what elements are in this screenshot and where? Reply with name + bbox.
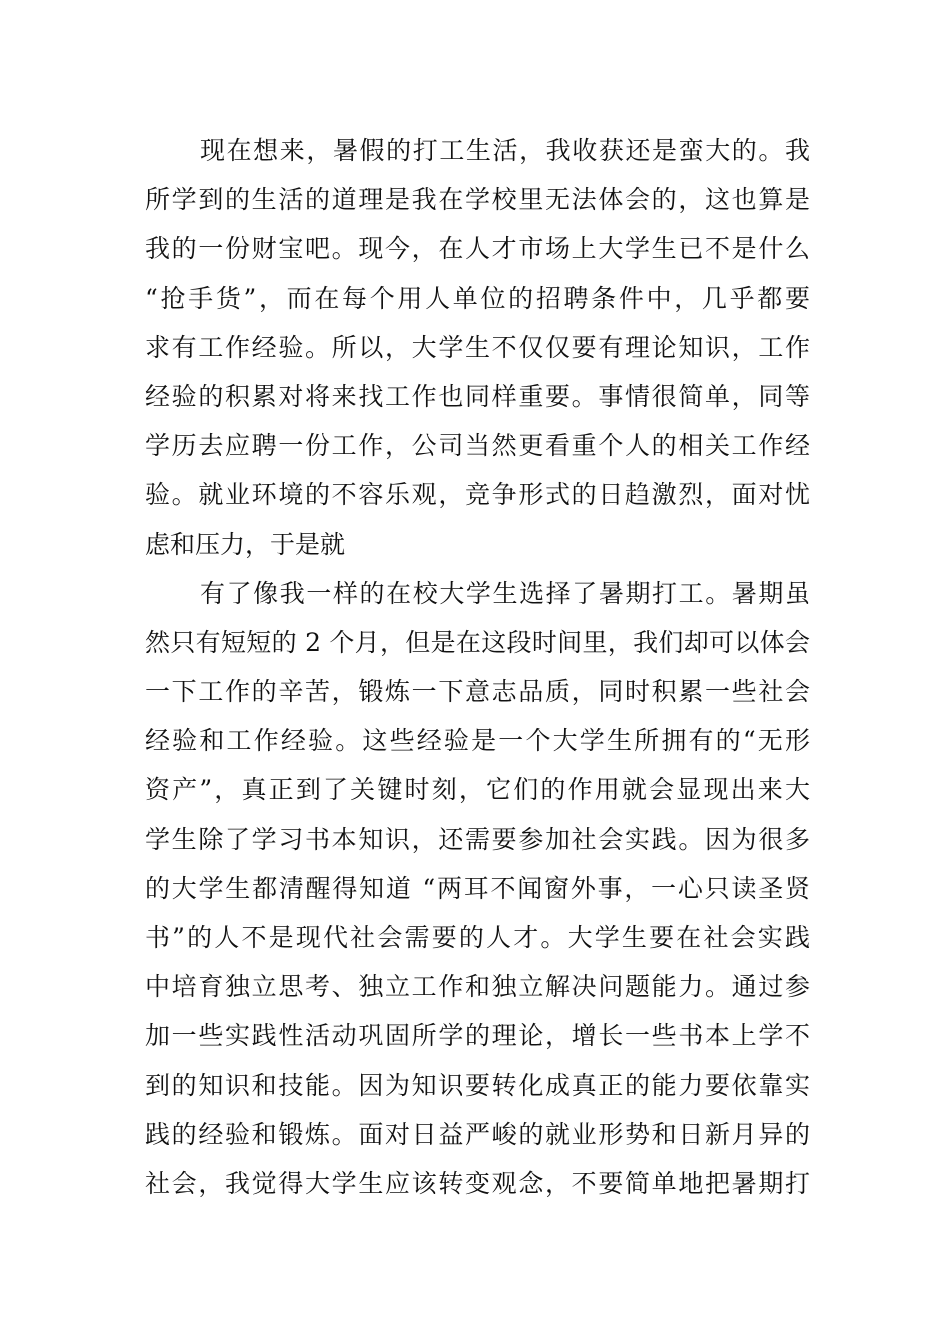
text-line: 虑和压力，于是就: [145, 529, 346, 559]
text-line: 书”的人不是现代社会需要的人才。大学生要在社会实践: [145, 923, 810, 952]
text-line: 现在想来，暑假的打工生活，我收获还是蛮大的。我: [200, 136, 810, 165]
text-line: 的大学生都清醒得知道 “两耳不闻窗外事，一心只读圣贤: [145, 873, 810, 903]
text-line: 然只有短短的 2 个月，但是在这段时间里，我们却可以体会: [145, 627, 810, 657]
text-line: 有了像我一样的在校大学生选择了暑期打工。暑期虽: [200, 578, 810, 608]
text-line: 加一些实践性活动巩固所学的理论，增长一些书本上学不: [145, 1021, 810, 1051]
text-line: 到的知识和技能。因为知识要转化成真正的能力要依靠实: [145, 1070, 810, 1100]
paragraph-2: [145, 569, 810, 1208]
text-line: 社会，我觉得大学生应该转变观念，不要简单地把暑期打: [145, 1168, 810, 1198]
text-line: 所学到的生活的道理是我在学校里无法体会的，这也算是: [145, 185, 810, 215]
body-text: [145, 126, 810, 1208]
text-line: 我的一份财宝吧。现今，在人才市场上大学生已不是什么: [145, 234, 810, 264]
text-line: 验。就业环境的不容乐观，竞争形式的日趋激烈，面对忧: [145, 480, 810, 510]
text-line: 中培育独立思考、独立工作和独立解决问题能力。通过参: [145, 972, 810, 1002]
text-line: 一下工作的辛苦，锻炼一下意志品质，同时积累一些社会: [145, 677, 810, 707]
paragraph-1: [145, 126, 810, 569]
text-line: 经验和工作经验。这些经验是一个大学生所拥有的“无形: [145, 726, 810, 756]
text-line: “抢手货”，而在每个用人单位的招聘条件中，几乎都要: [145, 283, 810, 313]
text-line: 践的经验和锻炼。面对日益严峻的就业形势和日新月异的: [145, 1119, 810, 1149]
text-line: 学历去应聘一份工作，公司当然更看重个人的相关工作经: [145, 431, 810, 461]
text-line: 求有工作经验。所以，大学生不仅仅要有理论知识，工作: [145, 332, 810, 362]
text-line: 经验的积累对将来找工作也同样重要。事情很简单，同等: [145, 381, 810, 411]
text-line: 学生除了学习书本知识，还需要参加社会实践。因为很多: [145, 824, 810, 854]
text-line: 资产”，真正到了关键时刻，它们的作用就会显现出来大: [145, 775, 810, 805]
